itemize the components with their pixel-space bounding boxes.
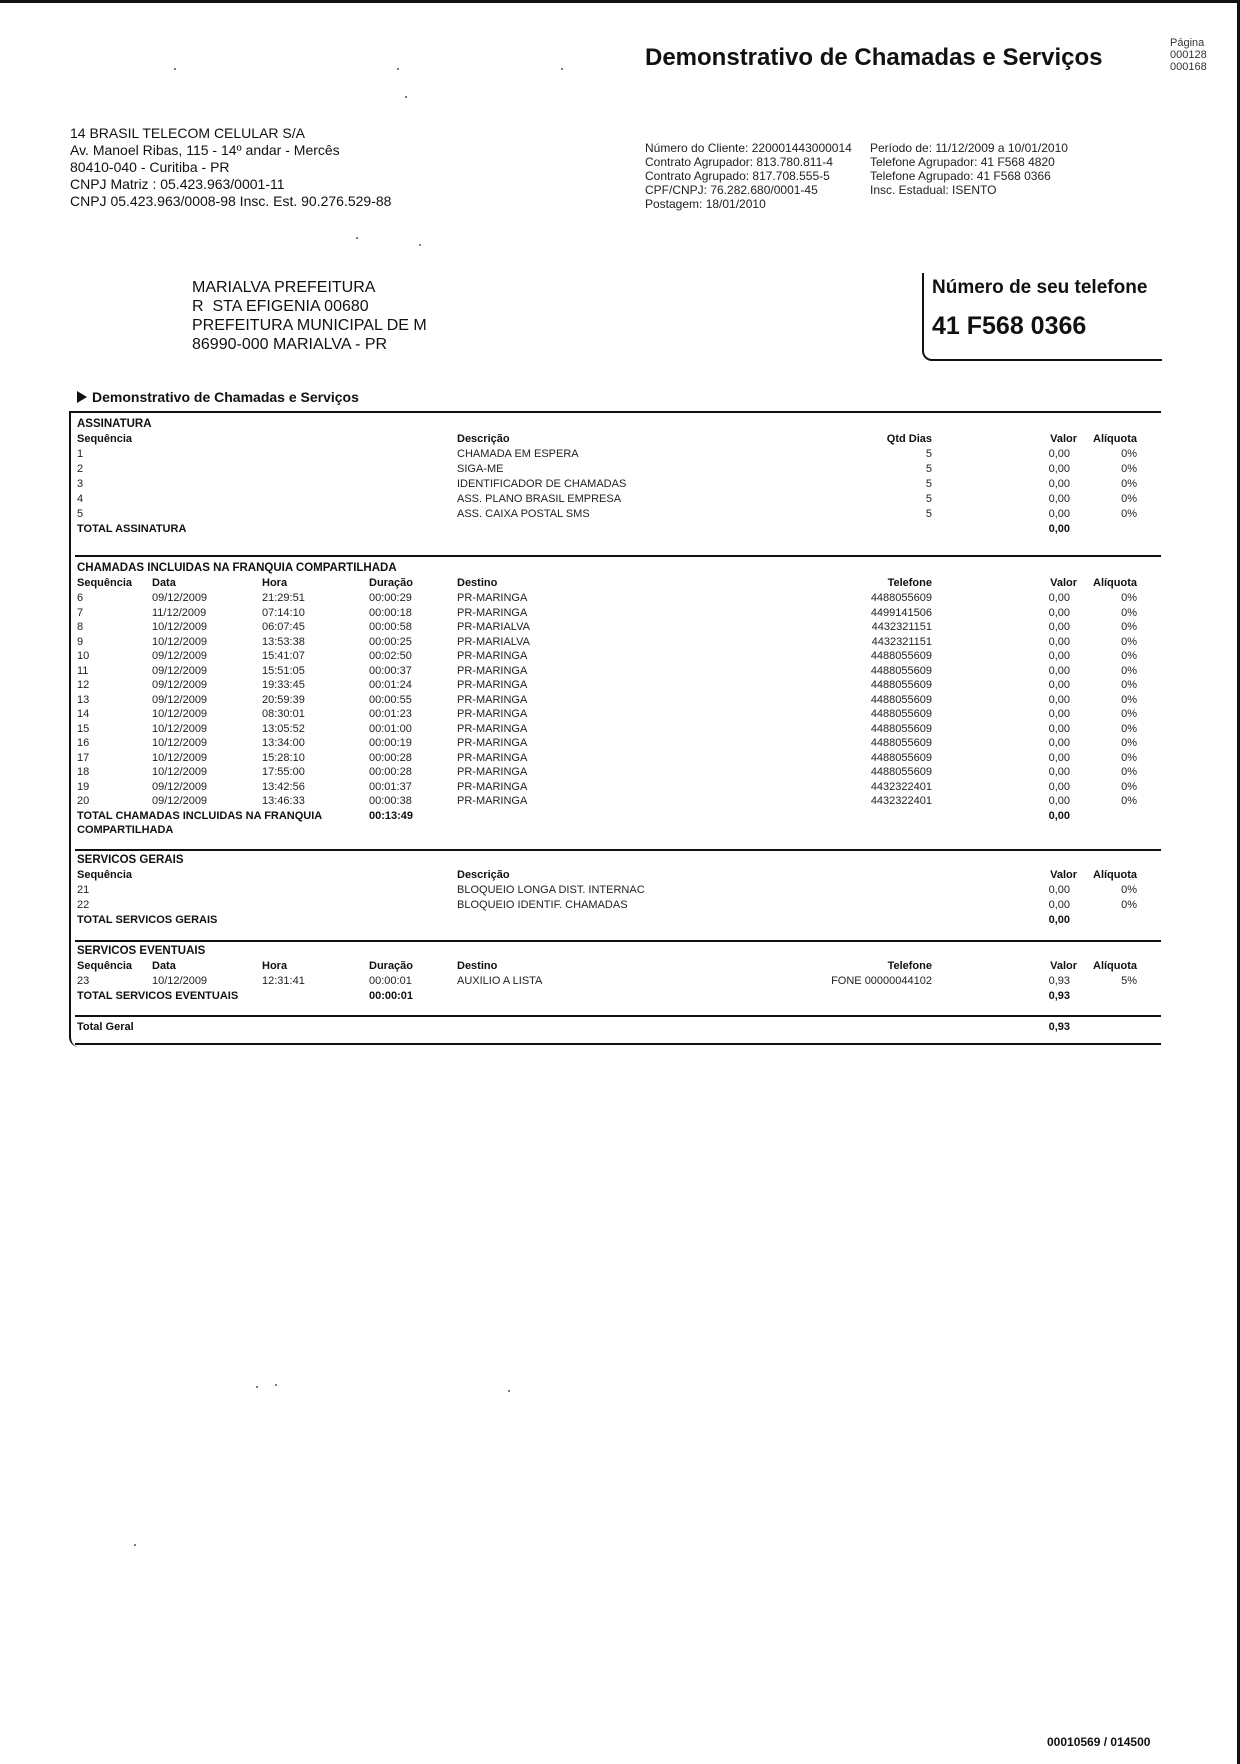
col-header-destino: Destino [457, 960, 498, 972]
cell-destino: PR-MARINGA [457, 693, 528, 706]
col-header-data: Data [152, 960, 176, 972]
cell-data: 09/12/2009 [152, 795, 208, 807]
total-valor: 0,00 [1048, 523, 1070, 535]
table-row [77, 477, 1161, 492]
col-header-destino: Destino [457, 577, 498, 589]
scan-speck [134, 1544, 136, 1546]
servicos-gerais-total-row [77, 913, 1161, 928]
cell-valor: 0,00 [1048, 679, 1070, 691]
scan-speck [275, 1384, 277, 1386]
cell-telefone: 4432321151 [871, 621, 932, 633]
cell-aliq: 0% [1121, 606, 1137, 619]
client-info-right [870, 141, 1068, 197]
table-row [77, 635, 1161, 650]
cell-aliq: 0% [1121, 493, 1137, 505]
cell-valor: 0,00 [1048, 708, 1070, 720]
total-label: TOTAL SERVICOS EVENTUAIS [77, 990, 239, 1002]
cell-aliq: 0% [1121, 592, 1137, 604]
cell-duracao: 00:00:28 [369, 766, 412, 778]
cell-valor: 0,00 [1048, 635, 1070, 648]
servicos-gerais-header-row [77, 868, 1161, 883]
cell-data: 10/12/2009 [152, 737, 208, 749]
cell-destino: PR-MARINGA [457, 751, 528, 764]
assinatura-title: ASSINATURA [77, 418, 152, 430]
cell-data: 10/12/2009 [152, 975, 208, 987]
table-row [77, 664, 1161, 679]
servicos-gerais-section [77, 853, 1161, 928]
cell-seq: 10 [77, 650, 90, 662]
assinatura-header-row [77, 432, 1161, 447]
cell-hora: 13:53:38 [262, 635, 305, 648]
cell-hora: 17:55:00 [262, 766, 305, 778]
cell-hora: 13:42:56 [262, 780, 305, 793]
cell-seq: 11 [77, 664, 89, 677]
scan-speck [397, 68, 399, 70]
cell-destino: PR-MARIALVA [457, 635, 530, 648]
total-valor: 0,93 [1048, 990, 1070, 1002]
cell-duracao: 00:00:58 [369, 621, 412, 633]
cell-hora: 08:30:01 [262, 708, 305, 720]
cell-valor: 0,00 [1048, 884, 1070, 896]
cell-telefone: 4488055609 [870, 737, 932, 749]
cell-telefone: 4488055609 [870, 664, 932, 677]
cell-valor: 0,00 [1048, 751, 1070, 764]
total-label-line-2: COMPARTILHADA [77, 823, 174, 836]
cell-hora: 13:05:52 [262, 722, 305, 735]
table-row [77, 492, 1161, 507]
recipient-line: R STA EFIGENIA 00680 [192, 298, 369, 315]
chamadas-rows [77, 591, 1161, 809]
cell-data: 10/12/2009 [152, 621, 208, 633]
company-line: 80410-040 - Curitiba - PR [70, 159, 230, 175]
col-header-aliq: Alíquota [1093, 577, 1137, 589]
cell-destino: PR-MARINGA [457, 664, 528, 677]
client-info-line: Contrato Agrupado: 817.708.555-5 [645, 169, 830, 183]
cell-aliq: 0% [1121, 708, 1137, 720]
client-info-line: Contrato Agrupador: 813.780.811-4 [645, 155, 833, 169]
cell-aliq: 0% [1121, 508, 1137, 520]
client-info-line: Período de: 11/12/2009 a 10/01/2010 [870, 141, 1068, 155]
cell-desc: ASS. PLANO BRASIL EMPRESA [457, 493, 622, 505]
table-row [77, 751, 1161, 766]
cell-desc: IDENTIFICADOR DE CHAMADAS [457, 478, 627, 490]
page-number-2: 000168 [1170, 61, 1207, 73]
cell-valor: 0,00 [1048, 493, 1070, 505]
cell-seq: 16 [77, 737, 90, 749]
cell-data: 10/12/2009 [152, 708, 208, 720]
cell-valor: 0,00 [1048, 780, 1070, 793]
cell-duracao: 00:00:18 [369, 606, 412, 619]
total-duracao: 00:13:49 [369, 809, 414, 822]
cell-valor: 0,00 [1048, 693, 1070, 706]
cell-seq: 21 [77, 884, 90, 896]
cell-duracao: 00:02:50 [369, 650, 412, 662]
cell-hora: 15:41:07 [262, 650, 305, 662]
col-header-valor: Valor [1050, 577, 1077, 589]
cell-telefone: 4488055609 [870, 766, 932, 778]
total-valor: 0,00 [1048, 914, 1070, 926]
cell-destino: PR-MARINGA [457, 592, 528, 604]
table-row [77, 507, 1161, 522]
table-row [77, 620, 1161, 635]
cell-seq: 17 [77, 751, 90, 764]
cell-destino: PR-MARINGA [457, 679, 528, 691]
scan-speck [174, 68, 176, 70]
phone-number-box [922, 273, 1162, 361]
total-geral-label: Total Geral [77, 1021, 134, 1033]
cell-duracao: 00:00:38 [369, 795, 412, 807]
client-info-line: Telefone Agrupador: 41 F568 4820 [870, 155, 1055, 169]
assinatura-total-row [77, 522, 1161, 537]
cell-seq: 12 [77, 679, 90, 691]
triangle-right-icon [77, 391, 87, 403]
col-header-aliq: Alíquota [1093, 869, 1137, 881]
col-header-telefone: Telefone [887, 577, 932, 589]
cell-valor: 0,93 [1048, 975, 1070, 987]
cell-seq: 19 [77, 780, 90, 793]
cell-qtd: 5 [925, 463, 932, 475]
cell-valor: 0,00 [1048, 899, 1070, 911]
cell-aliq: 5% [1121, 975, 1137, 987]
chamadas-total-row [77, 809, 1161, 837]
page-label: Página [1170, 37, 1205, 49]
cell-duracao: 00:01:23 [369, 708, 412, 720]
total-geral-section [77, 1020, 1161, 1035]
cell-telefone: 4488055609 [870, 751, 932, 764]
section-divider [75, 555, 1161, 557]
cell-aliq: 0% [1121, 780, 1137, 793]
cell-seq: 5 [77, 508, 84, 520]
table-row [77, 649, 1161, 664]
table-row [77, 883, 1161, 898]
cell-aliq: 0% [1121, 751, 1137, 764]
company-line: CNPJ 05.423.963/0008-98 Insc. Est. 90.276.529-88 [70, 193, 392, 209]
scan-speck [405, 96, 407, 98]
cell-destino: PR-MARINGA [457, 606, 528, 619]
cell-aliq: 0% [1121, 650, 1137, 662]
cell-telefone: FONE 00000044102 [831, 975, 932, 987]
cell-data: 10/12/2009 [152, 635, 208, 648]
cell-desc: CHAMADA EM ESPERA [457, 448, 579, 460]
cell-destino: PR-MARINGA [457, 722, 528, 735]
cell-valor: 0,00 [1048, 737, 1070, 749]
cell-destino: PR-MARINGA [457, 708, 528, 720]
cell-seq: 13 [77, 693, 90, 706]
page-title: Demonstrativo de Chamadas e Serviços [645, 44, 1103, 71]
recipient-line: 86990-000 MARIALVA - PR [192, 336, 388, 353]
table-row [77, 462, 1161, 477]
cell-valor: 0,00 [1048, 664, 1070, 677]
cell-destino: PR-MARINGA [457, 780, 528, 793]
footer-code: 00010569 / 014500 [1047, 1735, 1151, 1749]
table-row [77, 678, 1161, 693]
cell-duracao: 00:00:28 [369, 751, 412, 764]
cell-duracao: 00:01:00 [369, 722, 412, 735]
scan-speck [256, 1386, 258, 1388]
cell-data: 11/12/2009 [152, 606, 207, 619]
col-header-valor: Valor [1050, 869, 1077, 881]
cell-hora: 15:28:10 [262, 751, 305, 764]
col-header-seq: Sequência [77, 960, 133, 972]
cell-destino: PR-MARINGA [457, 766, 528, 778]
section-divider [75, 849, 1161, 851]
cell-data: 10/12/2009 [152, 722, 208, 735]
cell-seq: 6 [77, 592, 84, 604]
client-info-line: Número do Cliente: 220001443000014 [645, 141, 852, 155]
chamadas-title: CHAMADAS INCLUIDAS NA FRANQUIA COMPARTILHADA [77, 562, 397, 574]
scan-speck [561, 68, 563, 70]
total-label-line-1: TOTAL CHAMADAS INCLUIDAS NA FRANQUIA [77, 809, 323, 822]
cell-hora: 13:46:33 [262, 795, 305, 807]
cell-aliq: 0% [1121, 737, 1137, 749]
cell-hora: 20:59:39 [262, 693, 305, 706]
cell-data: 10/12/2009 [152, 751, 208, 764]
cell-valor: 0,00 [1048, 448, 1070, 460]
cell-qtd: 5 [925, 478, 932, 490]
cell-valor: 0,00 [1048, 606, 1070, 619]
cell-aliq: 0% [1121, 621, 1137, 633]
total-valor: 0,00 [1048, 809, 1070, 822]
cell-seq: 3 [77, 478, 84, 490]
cell-telefone: 4488055609 [870, 693, 932, 706]
col-header-hora: Hora [262, 577, 288, 589]
cell-aliq: 0% [1121, 766, 1137, 778]
cell-destino: AUXILIO A LISTA [457, 975, 543, 987]
company-line: Av. Manoel Ribas, 115 - 14º andar - Mercês [70, 142, 340, 158]
servicos-eventuais-header-row [77, 959, 1161, 974]
cell-hora: 15:51:05 [262, 664, 305, 677]
cell-duracao: 00:00:25 [369, 635, 412, 648]
cell-hora: 21:29:51 [262, 592, 305, 604]
scan-speck [356, 237, 358, 239]
cell-telefone: 4432321151 [871, 635, 932, 648]
section-divider [75, 1015, 1161, 1017]
cell-data: 09/12/2009 [152, 664, 208, 677]
table-row [77, 736, 1161, 751]
client-info-line: Insc. Estadual: ISENTO [870, 183, 997, 197]
phone-number-label: Número de seu telefone [932, 277, 1148, 298]
scan-speck [419, 244, 421, 246]
cell-data: 09/12/2009 [152, 780, 208, 793]
cell-aliq: 0% [1121, 448, 1137, 460]
total-duracao: 00:00:01 [369, 990, 414, 1002]
table-row [77, 780, 1161, 795]
statement-section-heading [77, 389, 359, 405]
col-header-valor: Valor [1050, 960, 1077, 972]
recipient-address-block [192, 278, 427, 354]
client-info-left [645, 141, 852, 211]
recipient-line: MARIALVA PREFEITURA [192, 279, 376, 296]
table-row [77, 447, 1161, 462]
total-geral-valor: 0,93 [1048, 1021, 1070, 1033]
cell-seq: 15 [77, 722, 90, 735]
cell-hora: 06:07:45 [262, 621, 305, 633]
col-header-duracao: Duração [369, 577, 414, 589]
cell-duracao: 00:01:37 [369, 780, 412, 793]
cell-valor: 0,00 [1048, 795, 1070, 807]
cell-destino: PR-MARINGA [457, 650, 528, 662]
col-header-qtd: Qtd Dias [886, 433, 932, 445]
table-row [77, 974, 1161, 989]
cell-data: 10/12/2009 [152, 766, 208, 778]
cell-telefone: 4432322401 [870, 795, 932, 807]
chamadas-section [77, 561, 1161, 837]
cell-seq: 20 [77, 795, 90, 807]
col-header-seq: Sequência [77, 869, 133, 881]
cell-aliq: 0% [1121, 679, 1137, 691]
col-header-duracao: Duração [369, 960, 414, 972]
page-number-1: 000128 [1170, 49, 1207, 61]
total-label: TOTAL SERVICOS GERAIS [77, 914, 218, 926]
cell-seq: 22 [77, 899, 90, 911]
client-info-line: Postagem: 18/01/2010 [645, 197, 766, 211]
cell-hora: 19:33:45 [262, 679, 305, 691]
table-row [77, 765, 1161, 780]
assinatura-section [77, 417, 1161, 537]
cell-aliq: 0% [1121, 478, 1137, 490]
cell-data: 09/12/2009 [152, 679, 208, 691]
cell-seq: 18 [77, 766, 90, 778]
cell-valor: 0,00 [1048, 508, 1070, 520]
cell-duracao: 00:00:29 [369, 592, 412, 604]
cell-telefone: 4488055609 [870, 592, 932, 604]
col-header-desc: Descrição [457, 869, 510, 881]
servicos-gerais-title: SERVICOS GERAIS [77, 854, 184, 866]
recipient-line: PREFEITURA MUNICIPAL DE M [192, 317, 427, 334]
cell-valor: 0,00 [1048, 650, 1070, 662]
cell-seq: 7 [77, 606, 84, 619]
company-line: 14 BRASIL TELECOM CELULAR S/A [70, 125, 305, 141]
col-header-data: Data [152, 577, 176, 589]
servicos-eventuais-section [77, 944, 1161, 1004]
cell-aliq: 0% [1121, 795, 1137, 807]
company-line: CNPJ Matriz : 05.423.963/0001-11 [70, 176, 285, 192]
cell-destino: PR-MARIALVA [457, 621, 530, 633]
cell-telefone: 4432322401 [870, 780, 932, 793]
cell-telefone: 4488055609 [870, 722, 932, 735]
cell-seq: 8 [77, 621, 84, 633]
col-header-telefone: Telefone [887, 960, 932, 972]
total-label: TOTAL ASSINATURA [77, 523, 187, 535]
cell-hora: 13:34:00 [262, 737, 305, 749]
table-row [77, 898, 1161, 913]
cell-valor: 0,00 [1048, 463, 1070, 475]
client-info-line: CPF/CNPJ: 76.282.680/0001-45 [645, 183, 818, 197]
servicos-eventuais-total-row [77, 989, 1161, 1004]
table-row [77, 606, 1161, 621]
section-divider [75, 1043, 1161, 1045]
cell-aliq: 0% [1121, 463, 1137, 475]
cell-valor: 0,00 [1048, 592, 1070, 604]
cell-duracao: 00:00:19 [369, 737, 412, 749]
cell-hora: 07:14:10 [262, 606, 305, 619]
col-header-aliq: Alíquota [1093, 960, 1137, 972]
cell-telefone: 4488055609 [870, 650, 932, 662]
servicos-eventuais-title: SERVICOS EVENTUAIS [77, 945, 206, 957]
cell-seq: 1 [77, 448, 84, 460]
cell-data: 09/12/2009 [152, 592, 208, 604]
cell-seq: 9 [77, 635, 84, 648]
cell-aliq: 0% [1121, 899, 1137, 911]
cell-duracao: 00:01:24 [369, 679, 412, 691]
page-number-block [1170, 37, 1207, 73]
table-row [77, 707, 1161, 722]
table-row [77, 693, 1161, 708]
chamadas-header-row [77, 576, 1161, 591]
cell-data: 09/12/2009 [152, 650, 208, 662]
cell-destino: PR-MARINGA [457, 737, 528, 749]
cell-aliq: 0% [1121, 635, 1137, 648]
cell-seq: 23 [77, 975, 90, 987]
cell-destino: PR-MARINGA [457, 795, 528, 807]
col-header-seq: Sequência [77, 433, 133, 445]
cell-hora: 12:31:41 [262, 975, 305, 987]
cell-duracao: 00:00:55 [369, 693, 412, 706]
scan-speck [508, 1390, 510, 1392]
table-row [77, 591, 1161, 606]
table-row [77, 722, 1161, 737]
cell-qtd: 5 [925, 493, 932, 505]
cell-aliq: 0% [1121, 884, 1137, 896]
cell-duracao: 00:00:01 [369, 975, 412, 987]
statement-section-title: Demonstrativo de Chamadas e Serviços [92, 389, 359, 405]
cell-seq: 4 [77, 493, 84, 505]
cell-duracao: 00:00:37 [369, 664, 412, 677]
total-geral-row [77, 1020, 1161, 1035]
cell-desc: BLOQUEIO LONGA DIST. INTERNAC [457, 884, 645, 896]
cell-seq: 14 [77, 708, 90, 720]
cell-desc: ASS. CAIXA POSTAL SMS [457, 508, 590, 520]
cell-aliq: 0% [1121, 693, 1137, 706]
cell-valor: 0,00 [1048, 478, 1070, 490]
phone-number-value: 41 F568 0366 [932, 312, 1087, 340]
cell-telefone: 4488055609 [870, 708, 932, 720]
cell-telefone: 4488055609 [870, 679, 932, 691]
col-header-aliq: Alíquota [1093, 433, 1137, 445]
cell-valor: 0,00 [1048, 722, 1070, 735]
cell-valor: 0,00 [1048, 766, 1070, 778]
col-header-seq: Sequência [77, 577, 133, 589]
cell-data: 09/12/2009 [152, 693, 208, 706]
col-header-desc: Descrição [457, 433, 510, 445]
cell-qtd: 5 [925, 448, 932, 460]
company-address-block [70, 125, 391, 210]
cell-qtd: 5 [925, 508, 932, 520]
section-divider [75, 940, 1161, 942]
cell-valor: 0,00 [1048, 621, 1070, 633]
col-header-hora: Hora [262, 960, 288, 972]
table-row [77, 794, 1161, 809]
cell-telefone: 4499141506 [870, 606, 932, 619]
cell-seq: 2 [77, 463, 84, 475]
cell-aliq: 0% [1121, 664, 1137, 677]
cell-aliq: 0% [1121, 722, 1137, 735]
cell-desc: SIGA-ME [457, 463, 504, 475]
col-header-valor: Valor [1050, 433, 1077, 445]
cell-desc: BLOQUEIO IDENTIF. CHAMADAS [457, 899, 628, 911]
client-info-line: Telefone Agrupado: 41 F568 0366 [870, 169, 1051, 183]
